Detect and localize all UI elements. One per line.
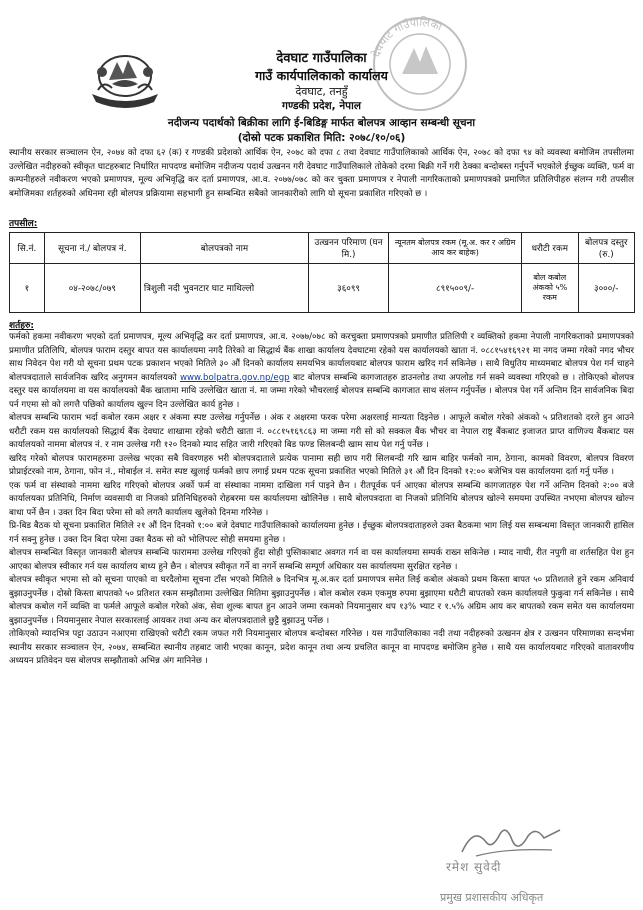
terms-label: शर्तहरु: (9, 321, 35, 331)
table-header: बोलपत्रको नाम (140, 233, 308, 264)
term-item (9, 331, 634, 412)
table-header: बोलपत्र दस्तुर (रु.) (578, 233, 634, 264)
table-header: उत्खनन परिमाण (घन मि.) (309, 233, 389, 264)
table-header: न्यूनतम बोलपत्र रकम (मू.अ. कर र अग्रिम आय कर बाहेक) (389, 233, 522, 264)
table-row (10, 264, 635, 313)
term-item: खरिद गरेको बोलपत्र फारामहरुमा उल्लेख भएका सबै विवरणहरु भरी बोलपत्रदाताले प्रत्येक पानामा सही छाप गरी सिलबन्दी गरि खाम बाहिर फर्मको नाम, ठेगाना, कामको विवरण, बोलपत्र विवरण प्रोप्राईटरको नाम, ठेगाना, फोन नं., मोबाईल नं. समेत स्पष्ट खुलाई फर्मको छाप लगाई प्रथम पटक सूचना प्रकाशित भएको मितिले ३१ औं दिन दिनको १२:०० बजेभित्र यस कार्यालयमा दर्ता गर्नु पर्नेछ । (9, 453, 634, 477)
signatory-designation: प्रमुख प्रशासकीय अधिकृत (440, 891, 544, 904)
table-header: धरौटी रकम (522, 233, 578, 264)
intro-text: स्थानीय सरकार सञ्चालन ऐन, २०७४ को दफा ६२ (क) र गण्डकी प्रदेशको आर्थिक ऐन, २०७८ को दफा ८ तथा देवघाट गाउँपालिकाको आर्थिक ऐन, २०७८ को दफा ९४ को व्यवस्था बमोजिम तपसीलमा उल्लेखित नदीहरुको स्वीकृत घाटहरुबाट निर्धारित मापदण्ड बमोजिम नदीजन्य पदार्थ उत्खनन गरी देवघाट गाउँपालिकाले तोकेको दरमा बिक्री गर्ने गरी ठेक्का बन्दोबस्त गर्नुपर्ने भएकोले ईच्छुक व्यक्ति, फर्म वा कम्पनीहरुले नवीकरण भएको प्रमाणपत्र, मूल्य अभिवृद्धि कर दर्ता प्रमाणपत्र, आ.व. २०७७/०७८ को कर चुक्ता प्रमाणपत्र र नेपाली नागरिकताको प्रमाणपत्रको प्रमाणित प्रतिलिपीहरु संलग्न गरी तपसील बमोजिमका शर्तहरुको अधिनमा रही बोलपत्र प्रक्रियामा सहभागी हुन सम्बन्धित सबैको जानकारीको लागि यो सूचना प्रकाशित गरिएको छ । (9, 148, 634, 199)
term-item: प्रि-बिड बैठक यो सूचना प्रकाशित मितिले २१ औं दिन दिनको १:०० बजे देवघाट गाउँपालिकाको कार्यालयमा हुनेछ । ईच्छुक बोलपत्रदाताहरुले उक्त बैठकमा भाग लिई यस सम्बन्धमा विस्तृत जानकारी हासिल गर्न सक्नु हुनेछ । उक्त दिन बिदा परेमा उक्त बैठक सो को भोलिपल्ट सोही समयमा हुनेछ । (9, 521, 634, 545)
table-cell: त्रिशुली नदी भुवनटार घाट माथिल्लो (140, 264, 308, 313)
header-line-4: गण्डकी प्रदेश, नेपाल (282, 100, 361, 112)
table-cell: ८९१५००९/- (389, 264, 522, 313)
term-item: एक फर्म वा संस्थाको नाममा खरिद गरिएको बोलपत्र अर्को फर्म वा संस्थाका नाममा दाखिला गर्न पाइने छैन । रीतपूर्वक पर्न आएका बोलपत्र सम्बन्धि कागजातहरु पेश गर्ने अन्तिम दिनको २:०० बजे कार्यालयका प्रतिनिधि, निर्माण व्यवसायी वा निजको प्रतिनिधिहरुको रोहबरमा यस कार्यालयमा खोलिनेछ । साथै बोलपत्रदाता वा निजको प्रतिनिधि बोलपत्र खोल्ने समयमा उपस्थित नभएमा बोलपत्र खोल्न बाधा पर्ने छैन । उक्त दिन बिदा परेमा सो को लगतै कार्यालय खुलेको दिनमा गरिनेछ । (9, 480, 634, 518)
table-header-row (10, 233, 635, 264)
term-item: बोलपत्र स्वीकृत भएमा सो को सूचना पाएको वा घरदैलोमा सूचना टाँस भएको मितिले ७ दिनभित्र मू.अ.कर दर्ता प्रमाणपत्र समेत लिई कबोल अंकको प्रथम किस्ता बापत ५० प्रतिशतले हुने रकम अनिवार्य बुझाउनुपर्नेछ । दोस्रो किस्ता बापतको ५० प्रतिशत रकम सम्झौतामा उल्लेखित मितिमा बुझाउनुपर्नेछ । बोल कबोल रकम एकमुष्ठ रुपमा बुझाएमा धरौटी बापतको रकम कार्यालयले फुकुवा गर्न सकिनेछ । साथै बोलपत्र कबोल गर्ने व्यक्ति वा फर्मले आफूले कबोल गरेको अंक, सेवा शुल्क बापत हुन आउने जम्मा रकमको नियमानुसार थप १३% भ्याट र १.५% अग्रिम आय कर बापतको रकम समेत यस कार्यालयमा बुझाउनुपर्नेछ । नियमानुसार नेपाल सरकारलाई आयकर तथा अन्य कर बोलपत्रदाताले छुट्टै बुझाउनु पर्नेछ । (9, 575, 634, 626)
notice-table (9, 232, 635, 313)
header-line-2: गाउँ कार्यपालिकाको कार्यालय (255, 68, 388, 83)
table-cell: १ (10, 264, 45, 313)
table-cell: ०४-२०७८/०७९ (44, 264, 140, 313)
term-text: बोलपत्र दस्तुर यस कार्यालयमा वा यस कार्यालयको बैंक खातामा माथि उल्लेखित खाता नं. मा जम्मा गरेको भौचरलाई बोलपत्र सम्बन्धि कागजात साथ संलग्न गर्नुपर्नेछ । बोलपत्र पेश गर्ने अन्तिम दिन सार्वजनिक बिदा पर्न गएमा सो को लगत्तै पछिको कार्यालय खुल्न दिन उल्लेखित कार्य हुनेछ । (9, 372, 634, 410)
notice-subtitle: (दोस्रो पटक प्रकाशित मिति: २०७८/१०/०६) (237, 132, 406, 144)
table-cell: ३०००/- (578, 264, 634, 313)
table-cell: बोल कबोल अंकको ५% रकम (522, 264, 578, 313)
term-item: तोकिएको म्यादभित्र पट्टा उठाउन नआएमा राखिएको धरौटी रकम जफत गरी नियमानुसार बोलपत्र बन्दोबस्त गरिनेछ । यस गाउँपालिकाका नदी तथा नदीहरुको उत्खनन क्षेत्र र उत्खनन परिमाणका सन्दर्भमा स्थानीय सरकार सञ्चालन ऐन, २०७४, सम्बन्धित स्थानीय तहबाट जारी भएका कानून, प्रदेश कानून तथा अन्य प्रचलित कानून वा मापदण्ड बमोजिम हुनेछ । साथै यस कार्यालयबाट गरिएको वातावरणीय अध्ययन प्रतिवेदन यस बोलपत्र सम्झौताको अभिन्न अंग मानिनेछ । (9, 629, 634, 666)
seal-text: देवघाट गाउँपालिका (369, 15, 444, 59)
header-line-1: देवघाट गाउँपालिका (276, 51, 367, 66)
table-header: सि.नं. (10, 233, 45, 264)
terms-section (9, 331, 634, 669)
notice-title: नदीजन्य पदार्थको बिक्रीका लागि ई-बिडिङ्ग मार्फत बोलपत्र आव्हान सम्बन्धी सूचना (167, 117, 476, 129)
bolpatra-link[interactable]: www.bolpatra.gov.np/egp (180, 372, 290, 383)
intro-paragraph (9, 147, 634, 201)
term-item: बोलपत्र सम्बन्धित विस्तृत जानकारी बोलपत्र सम्बन्धि फाराममा उल्लेख गरिएको हुँदा सोही पुस्तिकाबाट अवगत गर्न वा यस कार्यालयमा सम्पर्क राख्न सकिनेछ । म्याद नाघी, रीत नपुगी वा शर्तसहित पेश हुन आएका बोलपत्र स्वीकार गर्न यस कार्यालय बाध्य हुने छैन । बोलपत्र स्वीकृत गर्ने वा नगर्ने सम्बन्धि सम्पूर्ण अधिकार यस कार्यालयमा सुरक्षित रहनेछ । (9, 548, 634, 572)
header-line-3: देवघाट, तनहुँ (295, 85, 348, 98)
term-text: फर्मको हकमा नवीकरण भएको दर्ता प्रमाणपत्र, मूल्य अभिवृद्धि कर दर्ता प्रमाणपत्र, आ.व. २०७७/०७८ को करचुक्ता प्रमाणपत्रको प्रमाणीत प्रतिलिपी र व्यक्तिको हकमा नेपाली नागरिकताको प्रमाणपत्रको प्रमाणीत प्रतिलिपि, बोलपत्र फाराम दस्तुर बापत यस कार्यालयमा नगदै तिरेको वा सिद्धार्थ बैंक शाखा कार्यालय देवघाटमा रहेको यस कार्यालयको खाता नं. ०८८१५४१६९२१ मा नगद जम्मा गरेको नगद भौचर साथ निवेदन पेश गरी यो सूचना प्रथम पटक प्रकाशन भएको मितिले ३० औं दिनको कार्यालय समयभित्र कार्यालयबाट बोलपत्र फाराम खरिद गर्न सकिनेछ । साथै विधुतिय माध्यमबाट बोलपत्र पेश गर्न चाहने बोलपत्रदाताले सार्वजनिक खरिद अनुगमन कार्यालयको (9, 332, 634, 383)
term-item: बोलपत्र सम्बन्धि फाराम भर्दा कबोल रकम अक्षर र अंकमा स्पष्ट उल्लेख गर्नुपर्नेछ । अंक र अक्षरमा फरक परेमा अक्षरलाई मान्यता दिइनेछ । आफूले कबोल गरेको अंकको ५ प्रतिशतको दरले हुन आउने धरौटी रकम यस कार्यालयको सिद्धार्थ बैंक देवघाट शाखामा रहेको धरौटी खाता नं. ०८८१५१६९८६३ मा जम्मा गरी सो को सक्कल बैंक भौचर वा नेपाल राष्ट्र बैंकबाट इजाजत प्राप्त वाणिज्य बैंकबाट यस कार्यालयको नाममा बोलपत्र नं. र नाम उल्लेख गरी १२० दिनको म्याद सहित जारी गरिएको बिड फण्ड सिलबन्दी खाम साथ पेश गर्नु पर्नेछ । (9, 413, 634, 450)
table-header: सूचना नं./ बोलपत्र नं. (44, 233, 140, 264)
signatory-name: रमेश सुवेदी (446, 860, 502, 874)
term-text: बाट बोलपत्र सम्बन्धि कागजातहरु डाउनलोड तथा अपलोड गर्न सक्ने व्यवस्था गरिएको छ । तोकिएको (292, 372, 609, 383)
table-label: तपसील: (9, 219, 38, 229)
table-cell: ३६०९९ (309, 264, 389, 313)
